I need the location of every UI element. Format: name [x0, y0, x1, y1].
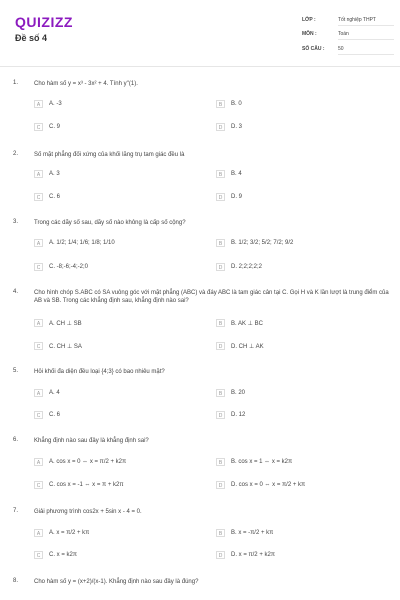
option-letter-box: D	[216, 193, 225, 201]
option-letter-box: B	[216, 529, 225, 537]
field-underline	[338, 25, 394, 26]
option-text: A. CH ⊥ SB	[49, 321, 82, 327]
option-text: D. CH ⊥ AK	[231, 344, 264, 350]
quizizz-logo: QUIZIZZ	[15, 14, 73, 30]
option-text: C. -8;-6;-4;-2;0	[49, 264, 89, 270]
question-number: 8.	[13, 578, 19, 584]
option-letter-box: C	[34, 263, 43, 271]
option-text: C. 6	[49, 194, 61, 200]
option-letter-box: C	[34, 193, 43, 201]
option-letter-box: D	[216, 342, 225, 350]
option-text: D. 12	[231, 412, 246, 418]
option-letter-box: B	[216, 319, 225, 327]
option-text: A. -3	[49, 101, 62, 107]
option-letter-box: A	[34, 239, 43, 247]
option-text: D. x = π/2 + k2π	[231, 552, 275, 558]
option-text: A. cos x = 0 ⇔ x = π/2 + k2π	[49, 459, 127, 465]
field-label: MÔN :	[302, 31, 317, 37]
option-letter-box: B	[216, 170, 225, 178]
option-text: D. 9	[231, 194, 243, 200]
question-text: Trong các dãy số sau, dãy số nào không là cấp số cộng?	[34, 220, 186, 226]
option-letter-box: A	[34, 458, 43, 466]
field-value: Tốt nghiệp THPT	[338, 17, 376, 23]
field-underline	[338, 39, 394, 40]
option-text: C. x = k2π	[49, 552, 77, 558]
field-label: SỐ CÂU :	[302, 46, 325, 52]
option-letter-box: D	[216, 123, 225, 131]
option-letter-box: A	[34, 170, 43, 178]
option-text: D. cos x = 0 ⇔ x = π/2 + kπ	[231, 482, 306, 488]
option-text: C. CH ⊥ SA	[49, 344, 82, 350]
option-letter-box: A	[34, 529, 43, 537]
question-text: Cho hàm số y = (x+2)/(x-1). Khẳng định nào sau đây là đúng?	[34, 579, 199, 585]
option-letter-box: C	[34, 551, 43, 559]
option-text: D. 3	[231, 124, 243, 130]
option-letter-box: C	[34, 342, 43, 350]
question-number: 4.	[13, 289, 19, 295]
option-text: B. cos x = 1 ⇔ x = k2π	[231, 459, 293, 465]
option-letter-box: B	[216, 100, 225, 108]
option-text: A. 3	[49, 171, 60, 177]
option-letter-box: D	[216, 551, 225, 559]
option-letter-box: A	[34, 319, 43, 327]
question-text: Số mặt phẳng đối xứng của khối lăng trụ tam giác đều là	[34, 152, 185, 158]
option-letter-box: B	[216, 458, 225, 466]
option-text: B. AK ⊥ BC	[231, 321, 263, 327]
field-value: 50	[338, 46, 344, 52]
option-letter-box: C	[34, 481, 43, 489]
option-letter-box: B	[216, 389, 225, 397]
option-letter-box: D	[216, 411, 225, 419]
question-text: Hỏi khối đa diện đều loại {4;3} có bao nhiêu mặt?	[34, 369, 165, 375]
question-text: Cho hình chóp S.ABC có SA vuông góc với mặt phẳng (ABC) và đáy ABC là tam giác cân tại C. Gọi H và K lần lượt là trung điểm của AB và SB. Trong các khẳng định sau, khẳng định nào sai?	[34, 290, 389, 304]
question-number: 1.	[13, 80, 19, 86]
option-text: B. 20	[231, 390, 246, 396]
option-text: A. 4	[49, 390, 60, 396]
option-text: B. x = -π/2 + kπ	[231, 530, 274, 536]
option-letter-box: D	[216, 481, 225, 489]
question-number: 2.	[13, 151, 19, 157]
option-text: C. cos x = -1 ⇔ x = π + k2π	[49, 482, 124, 488]
header-divider	[0, 66, 400, 67]
field-underline	[338, 54, 394, 55]
field-value: Toán	[338, 31, 349, 37]
question-text: Khẳng định nào sau đây là khẳng định sai?	[34, 438, 149, 444]
option-text: A. 1/2; 1/4; 1/6; 1/8; 1/10	[49, 240, 115, 246]
option-letter-box: A	[34, 389, 43, 397]
option-text: C. 6	[49, 412, 61, 418]
option-text: A. x = π/2 + kπ	[49, 530, 90, 536]
question-text: Giải phương trình cos2x + 5sin x - 4 = 0.	[34, 509, 142, 515]
option-letter-box: C	[34, 123, 43, 131]
question-text: Cho hàm số y = x³ - 3x² + 4. Tính y''(1).	[34, 81, 138, 87]
question-number: 7.	[13, 508, 19, 514]
field-label: LỚP :	[302, 17, 316, 23]
option-text: C. 9	[49, 124, 61, 130]
option-text: D. 2;2;2;2;2	[231, 264, 263, 270]
option-letter-box: B	[216, 239, 225, 247]
option-text: B. 0	[231, 101, 242, 107]
worksheet-header	[0, 0, 400, 66]
page-title: Đề số 4	[15, 33, 48, 43]
option-letter-box: C	[34, 411, 43, 419]
option-letter-box: D	[216, 263, 225, 271]
question-number: 5.	[13, 368, 19, 374]
question-number: 6.	[13, 437, 19, 443]
question-number: 3.	[13, 219, 19, 225]
option-text: B. 1/2; 3/2; 5/2; 7/2; 9/2	[231, 240, 294, 246]
option-letter-box: A	[34, 100, 43, 108]
option-text: B. 4	[231, 171, 242, 177]
